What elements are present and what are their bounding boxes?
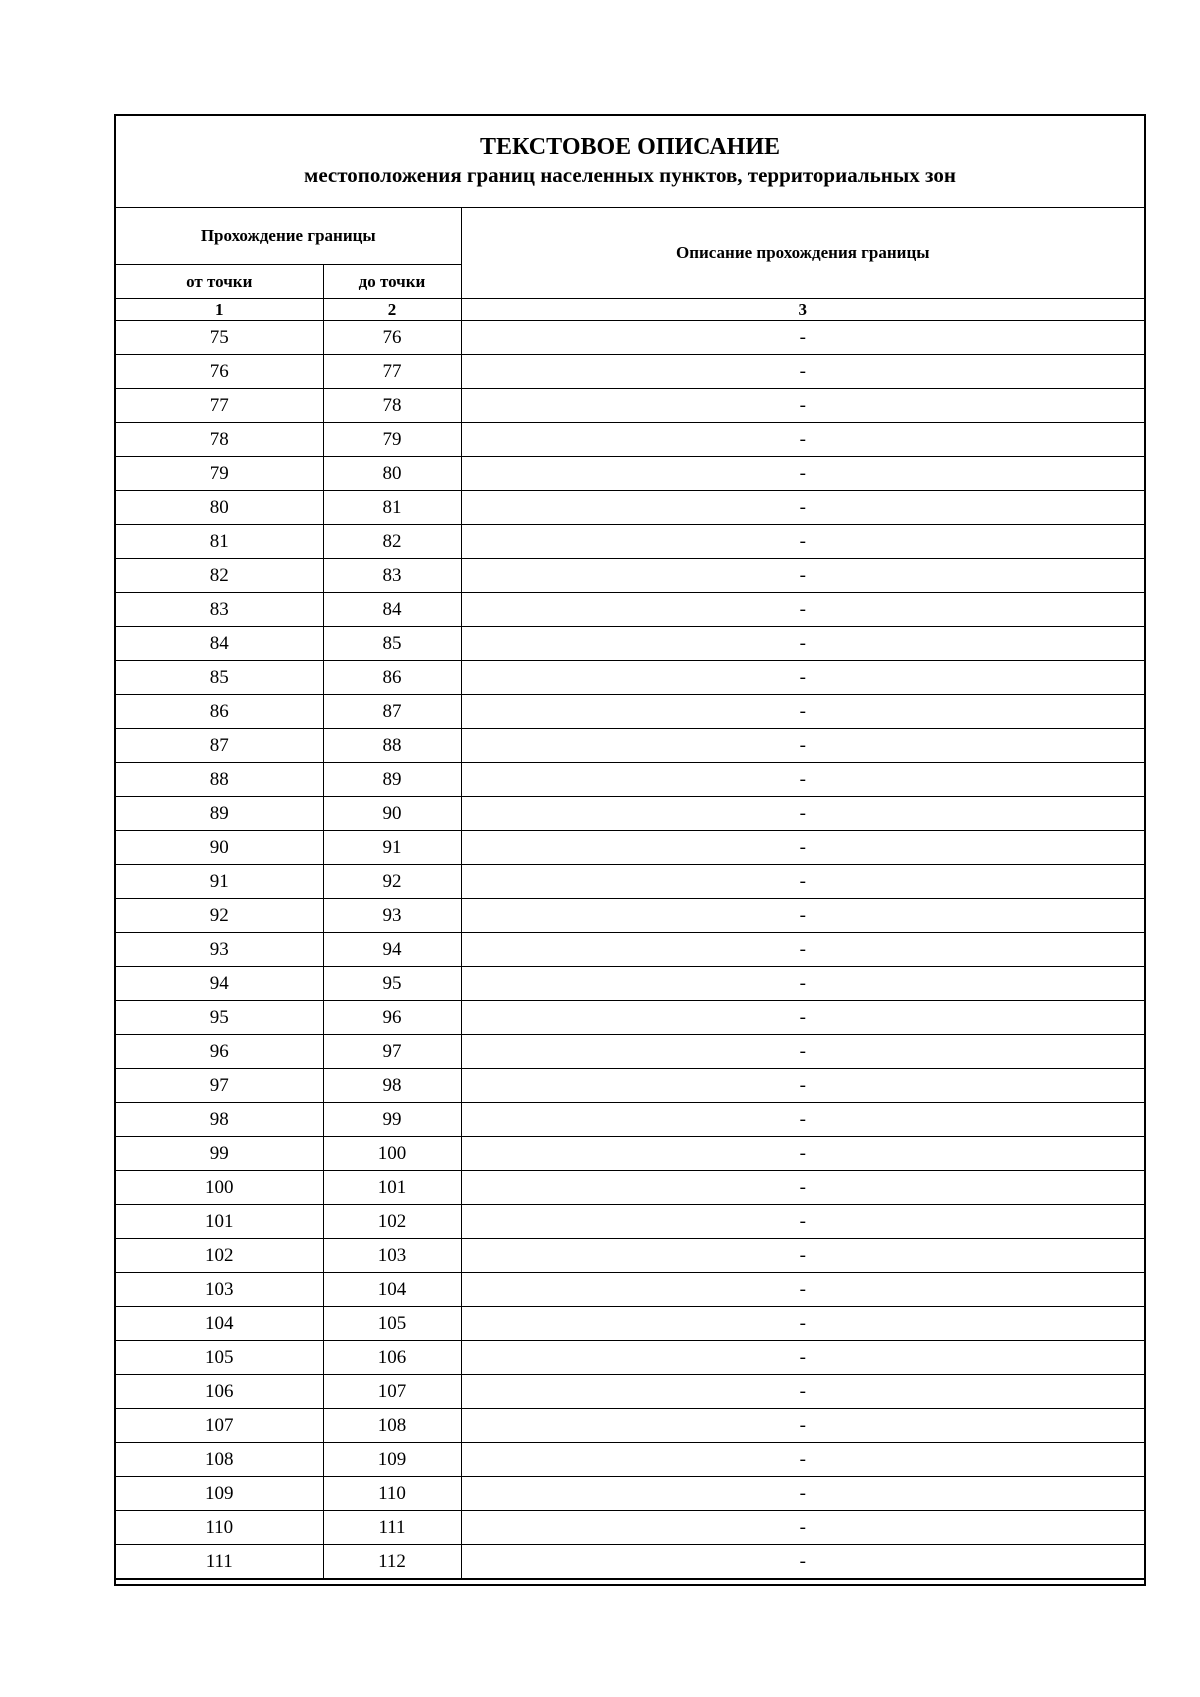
- cell-description: -: [461, 627, 1144, 661]
- table-row: [116, 1273, 1144, 1307]
- cell-to-point: 89: [323, 763, 461, 797]
- table-row: [116, 695, 1144, 729]
- table-row: [116, 1443, 1144, 1477]
- cell-description: -: [461, 1307, 1144, 1341]
- cell-from-point: 83: [116, 593, 323, 627]
- cell-description: -: [461, 831, 1144, 865]
- header-from-point: от точки: [116, 265, 323, 299]
- document-header: [116, 116, 1144, 208]
- cell-from-point: 84: [116, 627, 323, 661]
- cell-from-point: 100: [116, 1171, 323, 1205]
- cell-from-point: 97: [116, 1069, 323, 1103]
- cell-from-point: 93: [116, 933, 323, 967]
- cell-to-point: 104: [323, 1273, 461, 1307]
- table-row: [116, 967, 1144, 1001]
- cell-from-point: 76: [116, 355, 323, 389]
- table-row: [116, 729, 1144, 763]
- table-row: [116, 593, 1144, 627]
- cell-from-point: 80: [116, 491, 323, 525]
- cell-to-point: 106: [323, 1341, 461, 1375]
- cell-to-point: 95: [323, 967, 461, 1001]
- cell-to-point: 77: [323, 355, 461, 389]
- table-row: [116, 423, 1144, 457]
- cell-to-point: 110: [323, 1477, 461, 1511]
- table-row: [116, 1171, 1144, 1205]
- cell-description: -: [461, 1545, 1144, 1579]
- table-row: [116, 1069, 1144, 1103]
- cell-description: -: [461, 695, 1144, 729]
- cell-description: -: [461, 1137, 1144, 1171]
- cell-to-point: 101: [323, 1171, 461, 1205]
- cell-description: -: [461, 355, 1144, 389]
- cell-description: -: [461, 1035, 1144, 1069]
- boundary-table: [116, 208, 1144, 1579]
- table-row: [116, 1511, 1144, 1545]
- cell-description: -: [461, 729, 1144, 763]
- cell-from-point: 106: [116, 1375, 323, 1409]
- cell-from-point: 108: [116, 1443, 323, 1477]
- table-row: [116, 1239, 1144, 1273]
- cell-to-point: 103: [323, 1239, 461, 1273]
- table-row: [116, 1375, 1144, 1409]
- cell-description: -: [461, 933, 1144, 967]
- cell-description: -: [461, 1239, 1144, 1273]
- document-subtitle: местоположения границ населенных пунктов, территориальных зон: [304, 163, 956, 187]
- table-row: [116, 355, 1144, 389]
- cell-from-point: 86: [116, 695, 323, 729]
- table-row: [116, 1035, 1144, 1069]
- cell-from-point: 75: [116, 321, 323, 355]
- column-number-1: 1: [116, 299, 323, 321]
- cell-description: -: [461, 1171, 1144, 1205]
- cell-to-point: 96: [323, 1001, 461, 1035]
- table-row: [116, 491, 1144, 525]
- header-boundary-passage: Прохождение границы: [116, 208, 461, 265]
- cell-from-point: 88: [116, 763, 323, 797]
- cell-to-point: 90: [323, 797, 461, 831]
- cell-description: -: [461, 1409, 1144, 1443]
- cell-to-point: 99: [323, 1103, 461, 1137]
- cell-to-point: 81: [323, 491, 461, 525]
- table-row: [116, 321, 1144, 355]
- table-row: [116, 797, 1144, 831]
- cell-to-point: 79: [323, 423, 461, 457]
- column-number-3: 3: [461, 299, 1144, 321]
- table-row: [116, 457, 1144, 491]
- cell-from-point: 103: [116, 1273, 323, 1307]
- cell-description: -: [461, 763, 1144, 797]
- table-row: [116, 831, 1144, 865]
- cell-description: -: [461, 1341, 1144, 1375]
- cell-description: -: [461, 525, 1144, 559]
- table-row: [116, 933, 1144, 967]
- cell-to-point: 97: [323, 1035, 461, 1069]
- table-row: [116, 1409, 1144, 1443]
- cell-to-point: 91: [323, 831, 461, 865]
- cell-to-point: 109: [323, 1443, 461, 1477]
- cell-description: -: [461, 865, 1144, 899]
- cell-to-point: 87: [323, 695, 461, 729]
- cell-to-point: 86: [323, 661, 461, 695]
- cell-from-point: 82: [116, 559, 323, 593]
- header-description: Описание прохождения границы: [461, 208, 1144, 299]
- cell-from-point: 102: [116, 1239, 323, 1273]
- cell-to-point: 100: [323, 1137, 461, 1171]
- cell-to-point: 94: [323, 933, 461, 967]
- cell-from-point: 92: [116, 899, 323, 933]
- table-row: [116, 763, 1144, 797]
- table-row: [116, 627, 1144, 661]
- table-row: [116, 1341, 1144, 1375]
- table-bottom-border: [116, 1579, 1144, 1584]
- table-row: [116, 1103, 1144, 1137]
- table-row: [116, 1137, 1144, 1171]
- cell-from-point: 87: [116, 729, 323, 763]
- cell-to-point: 93: [323, 899, 461, 933]
- cell-to-point: 83: [323, 559, 461, 593]
- cell-from-point: 104: [116, 1307, 323, 1341]
- cell-description: -: [461, 661, 1144, 695]
- table-row: [116, 389, 1144, 423]
- cell-to-point: 107: [323, 1375, 461, 1409]
- cell-description: -: [461, 1273, 1144, 1307]
- column-number-2: 2: [323, 299, 461, 321]
- cell-to-point: 98: [323, 1069, 461, 1103]
- cell-to-point: 82: [323, 525, 461, 559]
- cell-description: -: [461, 559, 1144, 593]
- cell-to-point: 108: [323, 1409, 461, 1443]
- cell-to-point: 78: [323, 389, 461, 423]
- cell-description: -: [461, 491, 1144, 525]
- cell-from-point: 91: [116, 865, 323, 899]
- cell-to-point: 85: [323, 627, 461, 661]
- cell-from-point: 109: [116, 1477, 323, 1511]
- cell-from-point: 90: [116, 831, 323, 865]
- cell-to-point: 80: [323, 457, 461, 491]
- table-row: [116, 1307, 1144, 1341]
- cell-from-point: 105: [116, 1341, 323, 1375]
- cell-description: -: [461, 1205, 1144, 1239]
- document-title: ТЕКСТОВОЕ ОПИСАНИЕ: [479, 134, 780, 160]
- cell-description: -: [461, 1375, 1144, 1409]
- table-row: [116, 1205, 1144, 1239]
- cell-to-point: 102: [323, 1205, 461, 1239]
- cell-to-point: 112: [323, 1545, 461, 1579]
- cell-from-point: 98: [116, 1103, 323, 1137]
- cell-from-point: 96: [116, 1035, 323, 1069]
- cell-to-point: 88: [323, 729, 461, 763]
- cell-from-point: 85: [116, 661, 323, 695]
- cell-from-point: 79: [116, 457, 323, 491]
- cell-description: -: [461, 1477, 1144, 1511]
- cell-description: -: [461, 899, 1144, 933]
- cell-from-point: 89: [116, 797, 323, 831]
- cell-description: -: [461, 797, 1144, 831]
- table-row: [116, 525, 1144, 559]
- cell-description: -: [461, 423, 1144, 457]
- table-row: [116, 1001, 1144, 1035]
- table-row: [116, 559, 1144, 593]
- cell-description: -: [461, 389, 1144, 423]
- cell-from-point: 110: [116, 1511, 323, 1545]
- cell-from-point: 99: [116, 1137, 323, 1171]
- cell-description: -: [461, 967, 1144, 1001]
- table-row: [116, 1545, 1144, 1579]
- cell-description: -: [461, 1001, 1144, 1035]
- cell-to-point: 84: [323, 593, 461, 627]
- cell-description: -: [461, 321, 1144, 355]
- header-to-point: до точки: [323, 265, 461, 299]
- cell-from-point: 94: [116, 967, 323, 1001]
- cell-description: -: [461, 1103, 1144, 1137]
- cell-from-point: 95: [116, 1001, 323, 1035]
- table-row: [116, 865, 1144, 899]
- table-row: [116, 899, 1144, 933]
- cell-description: -: [461, 1443, 1144, 1477]
- cell-to-point: 92: [323, 865, 461, 899]
- cell-from-point: 78: [116, 423, 323, 457]
- cell-from-point: 107: [116, 1409, 323, 1443]
- cell-from-point: 77: [116, 389, 323, 423]
- document-sheet: [114, 114, 1146, 1586]
- cell-description: -: [461, 457, 1144, 491]
- cell-to-point: 105: [323, 1307, 461, 1341]
- table-row: [116, 661, 1144, 695]
- cell-from-point: 101: [116, 1205, 323, 1239]
- cell-from-point: 81: [116, 525, 323, 559]
- cell-to-point: 111: [323, 1511, 461, 1545]
- table-row: [116, 1477, 1144, 1511]
- cell-description: -: [461, 1511, 1144, 1545]
- cell-from-point: 111: [116, 1545, 323, 1579]
- cell-description: -: [461, 593, 1144, 627]
- cell-description: -: [461, 1069, 1144, 1103]
- cell-to-point: 76: [323, 321, 461, 355]
